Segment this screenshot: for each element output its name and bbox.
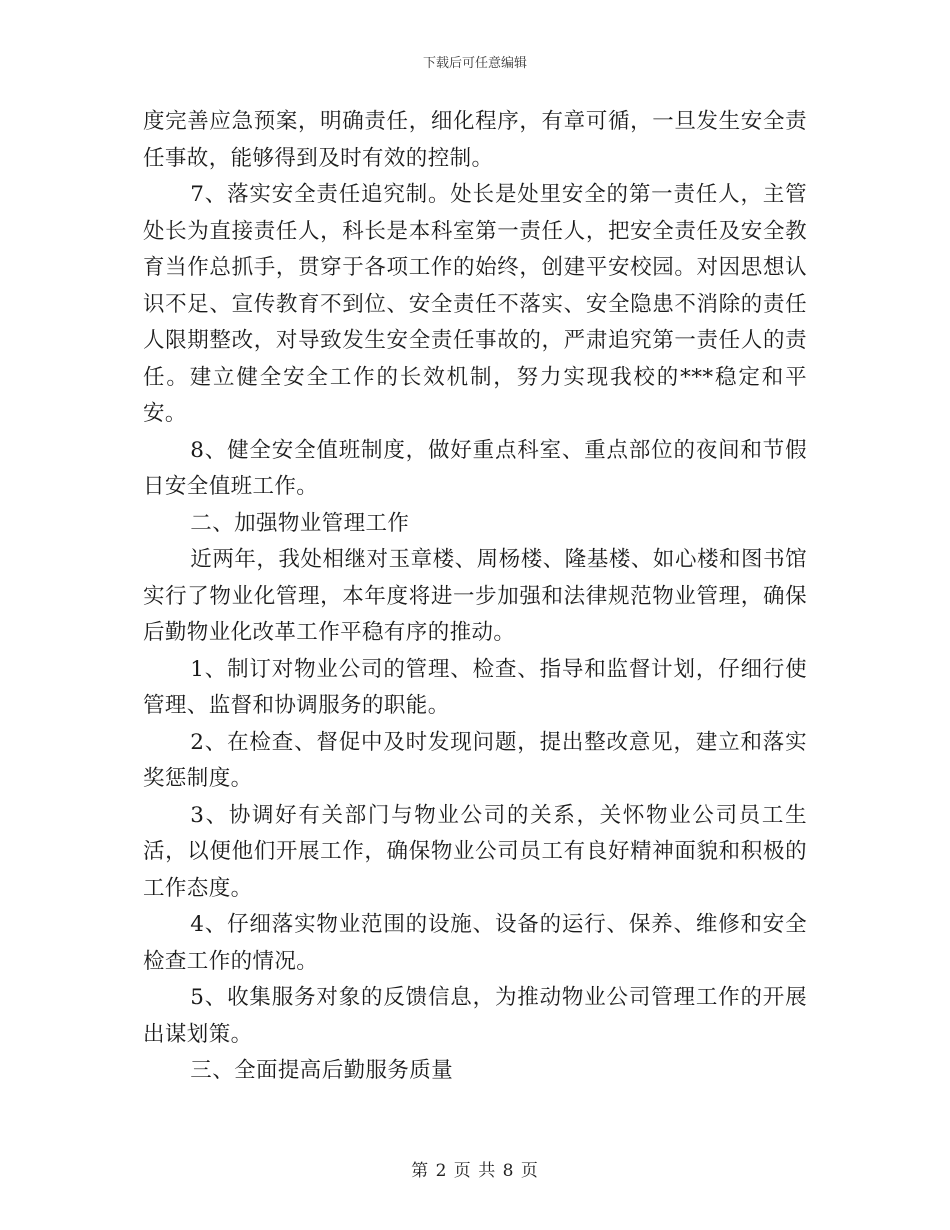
paragraph: 8、健全安全值班制度，做好重点科室、重点部位的夜间和节假日安全值班工作。 — [143, 437, 807, 499]
page-header: 下载后可任意编辑 — [422, 56, 527, 71]
paragraph: 4、仔细落实物业范围的设施、设备的运行、保养、维修和安全检查工作的情况。 — [143, 912, 807, 974]
page-number: 第 2 页 共 8 页 — [411, 1161, 539, 1181]
paragraph: 7、落实安全责任追究制。处长是处里安全的第一责任人，主管处长为直接责任人，科长是本科室第一责任人，把安全责任及安全教育当作总抓手，贯穿于各项工作的始终，创建平安校园。对因思想认识不足、宣传教育不到位、安全责任不落实、安全隐患不消除的责任人限期整改，对导致发生安全责任事故的，严肃追究第一责任人的责任。建立健全安全工作的长效机制，努力实现我校的***稳定和平安。 — [143, 182, 807, 426]
section-heading: 三、全面提高后勤服务质量 — [190, 1058, 454, 1083]
paragraph: 5、收集服务对象的反馈信息，为推动物业公司管理工作的开展出谋划策。 — [143, 985, 807, 1047]
paragraph: 1、制订对物业公司的管理、检查、指导和监督计划，仔细行使管理、监督和协调服务的职能。 — [143, 656, 807, 718]
section-heading: 二、加强物业管理工作 — [190, 510, 410, 536]
paragraph: 近两年，我处相继对玉章楼、周杨楼、隆基楼、如心楼和图书馆实行了物业化管理，本年度将进一步加强和法律规范物业管理，确保后勤物业化改革工作平稳有序的推动。 — [143, 547, 807, 645]
paragraph: 2、在检查、督促中及时发现问题，提出整改意见，建立和落实奖惩制度。 — [143, 729, 807, 791]
paragraph: 度完善应急预案，明确责任，细化程序，有章可循，一旦发生安全责任事故，能够得到及时有效的控制。 — [143, 109, 807, 171]
paragraph: 3、协调好有关部门与物业公司的关系，关怀物业公司员工生活，以便他们开展工作，确保物业公司员工有良好精神面貌和积极的工作态度。 — [143, 802, 807, 901]
document-body — [143, 104, 807, 1090]
